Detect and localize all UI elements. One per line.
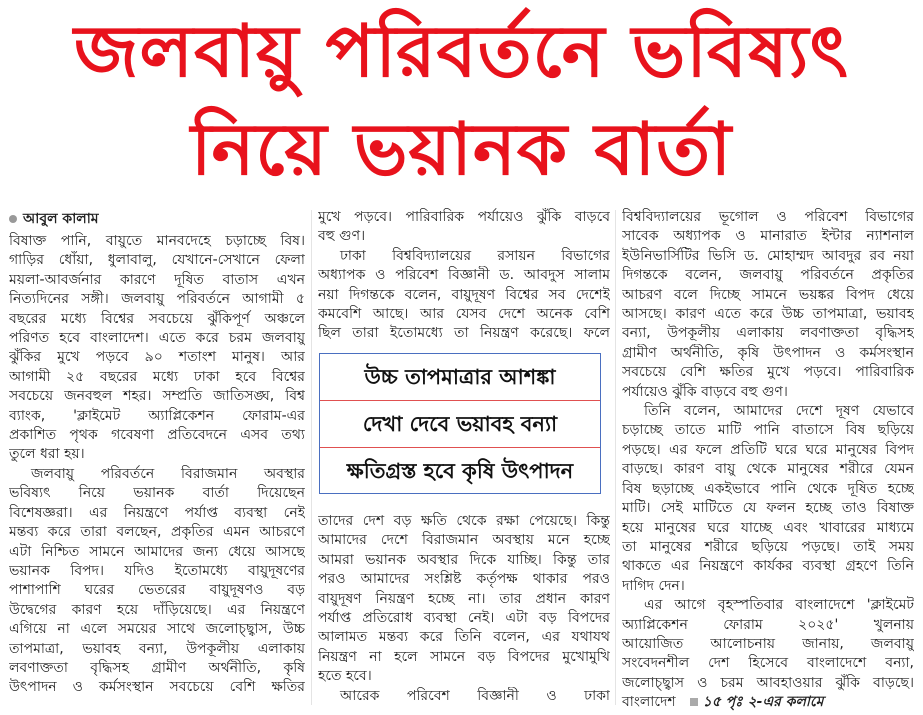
pull-quote-item: ক্ষতিগ্রস্ত হবে কৃষি উৎপাদন xyxy=(320,447,600,494)
text-line: মাটি। সেই মাটিতে যে ফলন হচ্ছে তাও বিষাক্ত xyxy=(622,500,914,517)
pull-quote-item: দেখা দেবে ভয়াবহ বন্যা xyxy=(320,400,600,447)
byline xyxy=(9,208,305,232)
text-line: বায়ুদূষণ নিয়ন্ত্রণ হচ্ছে না। তার প্রধান কারণ xyxy=(318,590,610,607)
column-divider xyxy=(311,210,312,705)
text-line: বিষ ছড়াচ্ছে একইভাবে পানি থেকে দূষিত হচ্ছে xyxy=(622,480,914,497)
text-line: গ্রামীণ অর্থনীতি, কৃষি উৎপাদন ও কর্মসংস্থান xyxy=(622,344,914,361)
text-line: দাগিদ দেন। xyxy=(622,577,685,594)
text-line: ঝুঁকির মুখে পড়বে ৯০ শতাংশ মানুষ। আর xyxy=(9,349,305,366)
paragraph xyxy=(318,512,610,687)
bullet-icon xyxy=(9,215,17,223)
text-line: বন্যা, উপকূলীয় এলাকায় লবণাক্ততা বৃদ্ধিসহ xyxy=(622,325,914,342)
text-line: সাবেক অধ্যাপক ও মানারাত ইন্টার ন্যাশনাল xyxy=(622,228,914,245)
text-line: পর্যায়েও ঝুঁকি বাড়বে বহু গুণ। xyxy=(622,383,788,400)
text-line: বহু গুণ। xyxy=(318,228,366,245)
paragraph xyxy=(622,596,914,693)
text-line: পড়ছে। এর ফলে প্রতিটি ঘরে ঘরে মানুষের বিপদ xyxy=(622,441,914,458)
paragraph xyxy=(622,208,914,402)
text-line: অ্যাপ্লিকেশন ফোরাম ২০২৫' খুলনায় xyxy=(622,616,914,633)
text-line: নিয়ন্ত্রণ না হলে সামনে বড় বিপদের মুখোমুখি xyxy=(318,648,610,665)
paragraph xyxy=(622,402,914,596)
square-bullet-icon xyxy=(690,698,698,706)
pull-quote-item: উচ্চ তাপমাত্রার আশঙ্কা xyxy=(364,365,556,389)
text-line: আসছে। কারণ এতে করে উচ্চ তাপমাত্রা, ভয়াবহ xyxy=(622,306,914,323)
paragraph xyxy=(318,247,610,344)
continuation-line xyxy=(622,693,914,712)
text-line: মুখে পড়বে। পারিবারিক পর্যায়েও ঝুঁকি বাড়বে xyxy=(318,209,610,225)
text-line: ব্যাংক, 'ক্লাইমেট অ্যাপ্লিকেশন ফোরাম-এর xyxy=(9,407,305,424)
text-line: ইউনিভার্সিটির ভিসি ড. মোহাম্মদ আবদুর রব নয়া xyxy=(622,247,914,264)
paragraph xyxy=(318,687,610,706)
text-line: সংবেদনশীল দেশ হিসেবে বাংলাদেশে বন্যা, xyxy=(622,655,914,672)
text-line: পর্যাপ্ত প্রতিরোধ ব্যবস্থা নেই। এটা বড় বিপদের xyxy=(318,610,610,627)
headline-line-2: নিয়ে ভয়ানক বার্তা xyxy=(190,107,733,191)
text-line: নয়া দিগন্তকে বলেন, বায়ুদূষণ বিশ্বের সব দেশেই xyxy=(318,286,610,303)
text-line: অধ্যাপক ও পরিবেশ বিজ্ঞানী ড. আবদুস সালাম xyxy=(318,267,610,284)
page-jump: ১৫ পৃঃ ২-এর কলামে xyxy=(702,694,824,711)
text-line: বিশেষজ্ঞরা। এর নিয়ন্ত্রণে পর্যাপ্ত ব্যবস্থা নেই xyxy=(9,504,305,521)
headline-line-1: জলবায়ু পরিবর্তনে ভবিষ্যৎ xyxy=(73,9,850,93)
text-line: পরিণত হবে বাংলাদেশ। এতে করে চরম জলবায়ু xyxy=(9,330,305,347)
article-column-2-top xyxy=(318,208,610,344)
text-line: চড়াচ্ছে তাতে মাটি পানি বাতাসে বিষ ছড়িয়ে xyxy=(622,422,914,439)
text-line: জলোচ্ছ্বাস ও চরম আবহাওয়ার ঝুঁকি বাড়ছে। xyxy=(622,674,914,691)
text-line: তাপমাত্রা, ভয়াবহ বন্যা, উপকূলীয় এলাকায় xyxy=(9,640,305,657)
text-line: তা মানুষের শরীরে ছড়িয়ে পড়ছে। তাই সময় xyxy=(622,538,914,555)
paragraph xyxy=(9,465,305,698)
author-name: আবুল কালাম xyxy=(23,211,99,227)
text-line: তিনি বলেন, আমাদের দেশে দূষণ যেভাবে xyxy=(644,403,914,420)
text-line: উৎপাদন ও কর্মসংস্থান সবচেয়ে বেশি ক্ষতির xyxy=(9,679,305,696)
text-line: প্রকাশিত পৃথক গবেষণা প্রতিবেদনে এসব তথ্য xyxy=(9,427,305,444)
article-column-3 xyxy=(622,208,914,713)
continuation-label: বাংলাদেশ xyxy=(622,694,676,711)
text-line: হতে হবে। xyxy=(318,668,372,685)
text-line: গাড়ির ধোঁয়া, ধুলাবালু, যেখানে-সেখানে ফেলা xyxy=(9,252,305,269)
text-line: ভবিষ্যৎ নিয়ে ভয়ানক বার্তা দিয়েছেন xyxy=(9,485,305,502)
text-line: পাশাপাশি ঘরের ভেতরের বায়ুদূষণও বড় xyxy=(9,582,305,599)
text-line: নিত্যদিনের সঙ্গী। জলবায়ু পরিবর্তনে আগামী ৫ xyxy=(9,291,305,308)
text-line: বিশ্ববিদ্যালয়ের ভূগোল ও পরিবেশ বিভাগের xyxy=(622,209,914,225)
paragraph xyxy=(9,232,305,465)
text-line: পরও আমাদের সংশ্লিষ্ট কর্তৃপক্ষ থাকার পরও xyxy=(318,571,610,588)
text-line: কমবেশি আছে। আর যেসব দেশে অনেক বেশি xyxy=(318,306,610,323)
text-line: সবচেয়ে বেশি ক্ষতির মুখে পড়বে। পারিবারিক xyxy=(622,364,914,381)
text-line: ভয়ানক বিপদ। যদিও ইতোমধ্যে বায়ুদূষণের xyxy=(9,562,305,579)
text-line: আমরা ভয়ানক অবস্থার দিকে যাচ্ছি। কিন্তু তার xyxy=(318,551,610,568)
text-line: এগিয়ে না এলে সময়ের সাথে জলোচ্ছ্বাস, উচ্চ xyxy=(9,621,305,638)
text-line: জলবায়ু পরিবর্তনে বিরাজমান অবস্থার xyxy=(31,465,305,482)
paragraph xyxy=(318,208,610,247)
text-line: আমাদের দেশে বিরাজমান অবস্থায় মনে হচ্ছে xyxy=(318,532,610,549)
article-column-2-bottom xyxy=(318,512,610,706)
text-line: সবচেয়ে জনবহুল শহর। সম্প্রতি জাতিসঙ্ঘ, বিশ্ব xyxy=(9,388,305,405)
text-line: আচরণ বলে দিচ্ছে সামনে ভয়ঙ্কর বিপদ ধেয়ে xyxy=(622,286,914,303)
text-line: বাড়ছে। কারণ বায়ু থেকে মানুষের শরীরে যেমন xyxy=(622,461,914,478)
text-line: থাকতে এর নিয়ন্ত্রণে কার্যকর ব্যবস্থা গ্রহণে তিনি xyxy=(622,558,914,575)
text-line: দিগন্তকে বলেন, জলবায়ু পরিবর্তনে প্রকৃতির xyxy=(622,267,914,284)
text-line: মন্তব্য করে তারা বলছেন, প্রকৃতির এমন আচরণে xyxy=(9,524,305,541)
text-line: উদ্বেগের কারণ হয়ে দাঁড়িয়েছে। এর নিয়ন্ত্রণে xyxy=(9,601,305,618)
text-line: এটা নিশ্চিত সামনে আমাদের জন্য ধেয়ে আসছে xyxy=(9,543,305,560)
column-divider xyxy=(615,210,616,705)
text-line: ছিল তারা ইতোমধ্যে তা নিয়ন্ত্রণ করেছে। ফলে xyxy=(318,325,610,342)
text-line: বিষাক্ত পানি, বায়ুতে মানবদেহে চড়াচ্ছে বিষ। xyxy=(9,233,305,249)
text-line: তাদের দেশ বড় ক্ষতি থেকে রক্ষা পেয়েছে। কিন্তু xyxy=(318,513,610,529)
text-line: আগামী ২৫ বছরের মধ্যে ঢাকা হবে বিশ্বের xyxy=(9,368,305,385)
text-line: তুলে ধরা হয়। xyxy=(9,446,85,463)
text-line: আরেক পরিবেশ বিজ্ঞানী ও ঢাকা xyxy=(340,687,610,704)
article-column-1 xyxy=(9,208,305,698)
text-line: ময়লা-আবর্জনার কারণে দূষিত বাতাস এখন xyxy=(9,271,305,288)
text-line: লবণাক্ততা বৃদ্ধিসহ গ্রামীণ অর্থনীতি, কৃষি xyxy=(9,659,305,676)
text-line: হয়ে মানুষের ঘরে যাচ্ছে এবং খাবারের মাধ্যমে xyxy=(622,519,914,536)
text-line: আয়োজিত আলোচনায় জানায়, জলবায়ু xyxy=(622,635,914,652)
pull-quote-box xyxy=(319,353,601,494)
text-line: বছরের মধ্যে বিশ্বের সবচেয়ে ঝুঁকিপূর্ণ অঞ্চলে xyxy=(9,310,305,327)
text-line: এর আগে বৃহস্পতিবার বাংলাদেশে 'ক্লাইমেট xyxy=(644,597,914,614)
text-line: ঢাকা বিশ্ববিদ্যালয়ের রসায়ন বিভাগের xyxy=(340,247,610,264)
text-line: আলামত মন্তব্য করে তিনি বলেন, এর যথাযথ xyxy=(318,629,610,646)
